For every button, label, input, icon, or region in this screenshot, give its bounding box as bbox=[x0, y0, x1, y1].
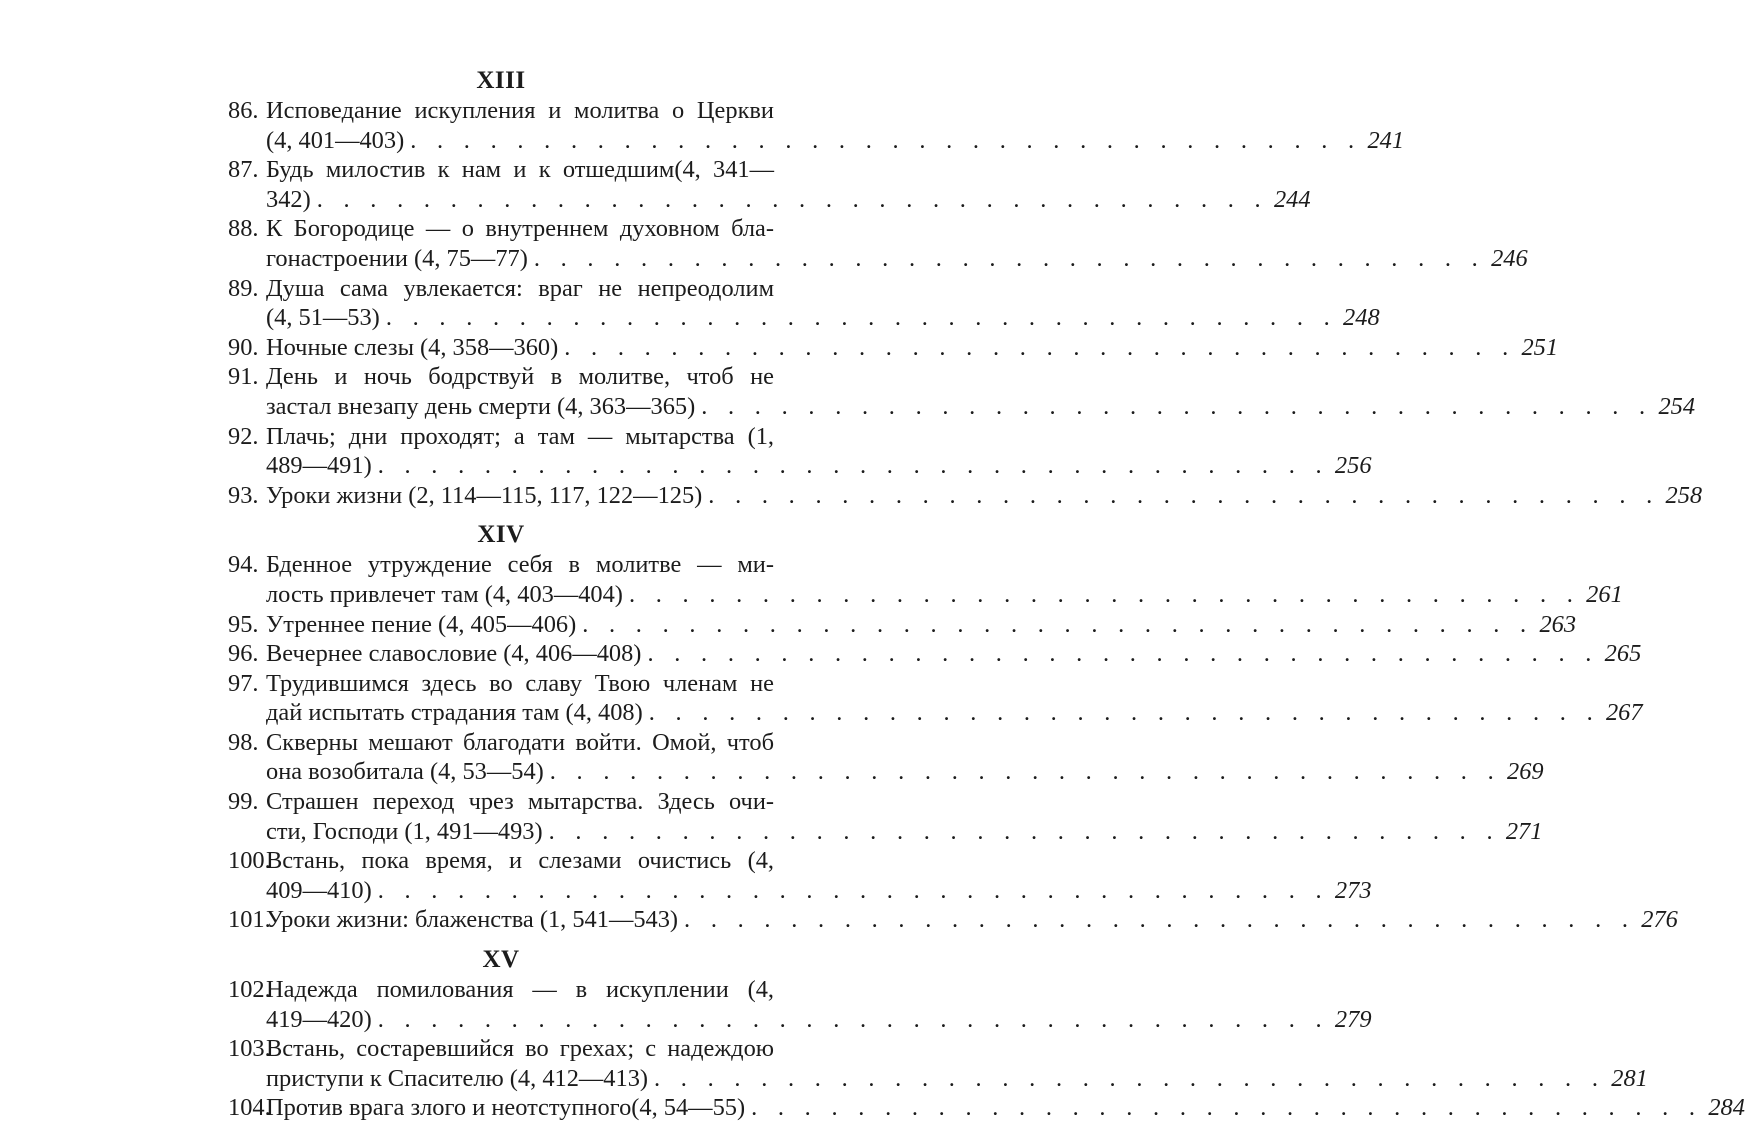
toc-entry[interactable] bbox=[228, 669, 1643, 728]
dot-leader: . . . . . . . . . . . . . . . . . . . . . . . . . . . . . . . . . . . . bbox=[377, 1005, 1329, 1033]
entry-title-text: Страшен переход чрез мытарства. Здесь очи- bbox=[266, 788, 774, 816]
entry-number: 96. bbox=[228, 640, 259, 668]
page-number: 261 bbox=[1586, 580, 1623, 608]
toc-entry[interactable] bbox=[228, 975, 1372, 1034]
dot-leader: . . . . . . . . . . . . . . . . . . . . . . . . . . . . . . . . . . . . bbox=[684, 906, 1636, 934]
entry-title-line bbox=[266, 392, 1696, 422]
entry-title-text: застал внезапу день смерти (4, 363—365) bbox=[266, 392, 696, 420]
toc-entry[interactable] bbox=[228, 362, 1696, 421]
entry-number: 93. bbox=[228, 481, 259, 509]
entry-title-text: она возобитала (4, 53—54) bbox=[266, 758, 544, 786]
dot-leader: . . . . . . . . . . . . . . . . . . . . . . . . . . . . . . . . . . . . bbox=[410, 126, 1362, 154]
entry-title-text: приступи к Спасителю (4, 412—413) bbox=[266, 1064, 649, 1092]
entry-title-text: Трудившимся здесь во славу Твою членам не bbox=[266, 669, 774, 697]
dot-leader: . . . . . . . . . . . . . . . . . . . . . . . . . . . . . . . . . . . . bbox=[548, 817, 1500, 845]
toc-section bbox=[228, 66, 1703, 510]
page-number: 254 bbox=[1658, 392, 1696, 420]
entry-number: 99. bbox=[228, 788, 259, 816]
entry-title-line bbox=[266, 274, 774, 304]
entry-number: 102. bbox=[228, 976, 271, 1004]
entry-title-text: 409—410) bbox=[266, 876, 372, 904]
entry-title bbox=[266, 274, 1380, 333]
dot-leader: . . . . . . . . . . . . . . . . . . . . . . . . . . . . . . . . . . . . bbox=[751, 1094, 1703, 1122]
dot-leader: . . . . . . . . . . . . . . . . . . . . . . . . . . . . . . . . . . . . bbox=[582, 610, 1534, 638]
dot-leader: . . . . . . . . . . . . . . . . . . . . . . . . . . . . . . . . . . . . bbox=[316, 185, 1268, 213]
entry-title-text: дай испытать страдания там (4, 408) bbox=[266, 699, 643, 727]
entry-title-text: Бденное утруждение себя в молитве — ми- bbox=[266, 551, 774, 579]
toc-entry[interactable] bbox=[228, 274, 1380, 333]
entry-number: 104. bbox=[228, 1094, 271, 1122]
entry-title-line bbox=[266, 362, 774, 392]
entry-title bbox=[266, 846, 1372, 905]
entry-title-line bbox=[266, 698, 1643, 728]
entry-title-line bbox=[266, 96, 774, 126]
entry-title-text: Встань, состаревшийся во грехах; с надеждою bbox=[266, 1035, 774, 1063]
entry-title bbox=[266, 362, 1696, 421]
entry-title-text: Утреннее пение (4, 405—406) bbox=[266, 610, 577, 638]
page-number: 248 bbox=[1343, 304, 1380, 332]
entry-title-text: Плачь; дни проходят; а там — мытарства (1, bbox=[266, 422, 774, 450]
toc-entry[interactable] bbox=[228, 787, 1543, 846]
entry-title-text: Уроки жизни (2, 114—115, 117, 122—125) bbox=[266, 481, 703, 509]
entry-title-text: Против врага злого и неотступного(4, 54—55) bbox=[266, 1094, 746, 1122]
entry-number: 97. bbox=[228, 669, 259, 697]
toc-section bbox=[228, 520, 1678, 935]
dot-leader: . . . . . . . . . . . . . . . . . . . . . . . . . . . . . . . . . . . . bbox=[648, 699, 1600, 727]
entry-title bbox=[266, 669, 1643, 728]
entry-number: 92. bbox=[228, 422, 259, 450]
entry-title-line bbox=[266, 185, 1311, 215]
entry-title bbox=[266, 422, 1372, 481]
entry-title-line bbox=[266, 244, 1528, 274]
entry-number: 100. bbox=[228, 847, 271, 875]
entry-number: 91. bbox=[228, 363, 259, 391]
entry-title-line bbox=[266, 451, 1372, 481]
entry-title-line bbox=[266, 1093, 1745, 1123]
entry-title-line bbox=[266, 1064, 1648, 1094]
dot-leader: . . . . . . . . . . . . . . . . . . . . . . . . . . . . . . . . . . . . bbox=[549, 758, 1501, 786]
toc-entry[interactable] bbox=[228, 481, 1703, 511]
toc-entry[interactable] bbox=[228, 333, 1559, 363]
entry-title bbox=[266, 155, 1311, 214]
entry-title-line bbox=[266, 817, 1543, 847]
entry-title bbox=[266, 96, 1405, 155]
section-heading: XIII bbox=[476, 67, 526, 94]
dot-leader: . . . . . . . . . . . . . . . . . . . . . . . . . . . . . . . . . . . . bbox=[654, 1064, 1606, 1092]
entry-title bbox=[266, 550, 1623, 609]
entry-number: 101. bbox=[228, 906, 271, 934]
page-number: 258 bbox=[1665, 481, 1703, 509]
page-number: 279 bbox=[1334, 1005, 1372, 1033]
entry-title-line bbox=[266, 1005, 1372, 1035]
entry-title-line bbox=[266, 481, 1703, 511]
toc-entry[interactable] bbox=[228, 422, 1372, 481]
table-of-contents bbox=[228, 66, 1745, 1133]
entry-title-line bbox=[266, 669, 774, 699]
toc-entry[interactable] bbox=[228, 610, 1577, 640]
page-number: 263 bbox=[1539, 610, 1577, 638]
entry-title-text: День и ночь бодрствуй в молитве, чтоб не bbox=[266, 363, 774, 391]
toc-entry[interactable] bbox=[228, 550, 1623, 609]
entry-title-text: Встань, пока время, и слезами очистись (4, bbox=[266, 847, 774, 875]
entry-title-line bbox=[266, 214, 774, 244]
entry-title-text: 342) bbox=[266, 185, 311, 213]
entry-title-line bbox=[266, 728, 774, 758]
page-number: 267 bbox=[1605, 699, 1643, 727]
toc-section bbox=[228, 945, 1745, 1123]
toc-entry[interactable] bbox=[228, 155, 1311, 214]
entry-number: 89. bbox=[228, 274, 259, 302]
page-number: 256 bbox=[1334, 452, 1372, 480]
entry-title-line bbox=[266, 975, 774, 1005]
entry-title-line bbox=[266, 876, 1372, 906]
entry-title bbox=[266, 214, 1528, 273]
toc-entry[interactable] bbox=[228, 728, 1544, 787]
page-number: 273 bbox=[1334, 876, 1372, 904]
entry-title-line bbox=[266, 155, 774, 185]
page-number: 244 bbox=[1273, 185, 1311, 213]
toc-entry[interactable] bbox=[228, 846, 1372, 905]
page-number: 265 bbox=[1604, 640, 1642, 668]
entry-number: 90. bbox=[228, 333, 259, 361]
entry-title-text: 419—420) bbox=[266, 1005, 372, 1033]
entry-title-text: сти, Господи (1, 491—493) bbox=[266, 817, 543, 845]
entry-number: 87. bbox=[228, 156, 259, 184]
entry-title-line bbox=[266, 550, 774, 580]
entry-title-line bbox=[266, 303, 1380, 333]
entry-title-text: Скверны мешают благодати войти. Омой, чтоб bbox=[266, 728, 774, 756]
toc-entry[interactable] bbox=[228, 1093, 1745, 1123]
entry-title-text: Вечернее славословие (4, 406—408) bbox=[266, 640, 642, 668]
page-number: 269 bbox=[1507, 758, 1544, 786]
toc-entry[interactable] bbox=[228, 214, 1528, 273]
dot-leader: . . . . . . . . . . . . . . . . . . . . . . . . . . . . . . . . . . . . bbox=[533, 244, 1486, 272]
toc-entry[interactable] bbox=[228, 905, 1678, 935]
entry-title-line bbox=[266, 846, 774, 876]
entry-title-text: Надежда помилования — в искуплении (4, bbox=[266, 976, 774, 1004]
entry-title-text: Уроки жизни: блаженства (1, 541—543) bbox=[266, 906, 679, 934]
entry-title-text: (4, 401—403) bbox=[266, 126, 405, 154]
toc-sections bbox=[228, 66, 1745, 1123]
entry-number: 95. bbox=[228, 610, 259, 638]
section-heading: XIV bbox=[477, 521, 525, 549]
entry-title-line bbox=[266, 580, 1623, 610]
entry-title bbox=[266, 1093, 1745, 1123]
entry-number: 88. bbox=[228, 215, 259, 243]
entry-title bbox=[266, 787, 1543, 846]
entry-title bbox=[266, 905, 1678, 935]
entry-title-text: Исповедание искупления и молитва о Церкви bbox=[266, 97, 774, 124]
entry-title-line bbox=[266, 757, 1544, 787]
page-number: 251 bbox=[1521, 333, 1559, 361]
entry-title-line bbox=[266, 1034, 774, 1064]
dot-leader: . . . . . . . . . . . . . . . . . . . . . . . . . . . . . . . . . . . . bbox=[701, 392, 1653, 420]
entry-title-text: К Богородице — о внутреннем духовном бла- bbox=[266, 215, 774, 243]
page-number: 241 bbox=[1367, 126, 1405, 154]
entry-title-line bbox=[266, 610, 1577, 640]
page-number: 246 bbox=[1491, 244, 1528, 272]
page-number: 284 bbox=[1708, 1094, 1745, 1122]
dot-leader: . . . . . . . . . . . . . . . . . . . . . . . . . . . . . . . . . . . . bbox=[628, 580, 1581, 608]
page-number: 271 bbox=[1505, 817, 1543, 845]
entry-title-text: Ночные слезы (4, 358—360) bbox=[266, 333, 559, 361]
entry-title-text: лость привлечет там (4, 403—404) bbox=[266, 580, 623, 608]
entry-title bbox=[266, 975, 1372, 1034]
dot-leader: . . . . . . . . . . . . . . . . . . . . . . . . . . . . . . . . . . . . bbox=[564, 333, 1516, 361]
entry-title bbox=[266, 1034, 1648, 1093]
entry-title-line bbox=[266, 422, 774, 452]
page-number: 276 bbox=[1641, 906, 1678, 934]
dot-leader: . . . . . . . . . . . . . . . . . . . . . . . . . . . . . . . . . . . . bbox=[708, 481, 1660, 509]
entry-number: 94. bbox=[228, 551, 259, 579]
entry-title-text: Душа сама увлекается: враг не непреодолим bbox=[266, 274, 774, 302]
entry-title-line bbox=[266, 905, 1678, 935]
entry-title bbox=[266, 728, 1544, 787]
entry-number: 98. bbox=[228, 728, 259, 756]
entry-title-line bbox=[266, 333, 1559, 363]
toc-entry[interactable] bbox=[228, 96, 1405, 155]
entry-title bbox=[266, 639, 1642, 669]
dot-leader: . . . . . . . . . . . . . . . . . . . . . . . . . . . . . . . . . . . . bbox=[377, 876, 1329, 904]
dot-leader: . . . . . . . . . . . . . . . . . . . . . . . . . . . . . . . . . . . . bbox=[647, 640, 1599, 668]
dot-leader: . . . . . . . . . . . . . . . . . . . . . . . . . . . . . . . . . . . . bbox=[377, 452, 1329, 480]
entry-title-text: гонастроении (4, 75—77) bbox=[266, 244, 528, 272]
entry-title-line bbox=[266, 787, 774, 817]
entry-title-text: 489—491) bbox=[266, 452, 372, 480]
entry-title bbox=[266, 333, 1559, 363]
entry-title-line bbox=[266, 639, 1642, 669]
entry-number: 103. bbox=[228, 1035, 271, 1063]
entry-title-line bbox=[266, 126, 1405, 156]
page-number: 281 bbox=[1611, 1064, 1648, 1092]
toc-entry[interactable] bbox=[228, 639, 1642, 669]
entry-title bbox=[266, 610, 1577, 640]
entry-title-text: Будь милостив к нам и к отшедшим(4, 341— bbox=[266, 156, 774, 184]
toc-entry[interactable] bbox=[228, 1034, 1648, 1093]
entry-title-text: (4, 51—53) bbox=[266, 304, 380, 332]
entry-title bbox=[266, 481, 1703, 511]
section-heading: XV bbox=[482, 946, 520, 974]
dot-leader: . . . . . . . . . . . . . . . . . . . . . . . . . . . . . . . . . . . . bbox=[385, 304, 1338, 332]
entry-number: 86. bbox=[228, 97, 259, 124]
